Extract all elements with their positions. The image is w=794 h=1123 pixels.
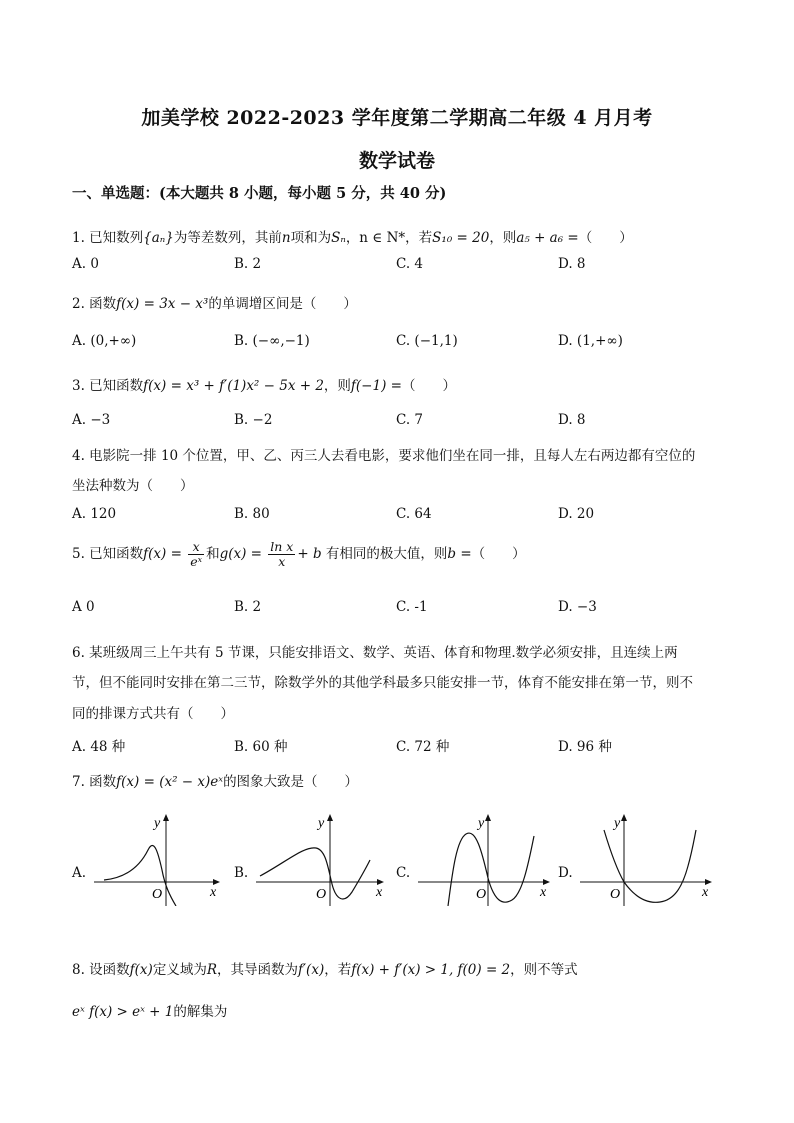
question-4-line-2: 坐法种数为（ ） [72, 478, 194, 494]
q1-option-b[interactable]: B. 2 [234, 256, 262, 272]
y-axis-arrow [327, 814, 333, 821]
axis-y-label: y [318, 816, 325, 831]
q3-option-b[interactable]: B. −2 [234, 412, 273, 428]
origin-label: O [610, 887, 621, 902]
axis-y-label: y [154, 816, 161, 831]
q5-option-c[interactable]: C. -1 [396, 599, 428, 615]
q6-option-c[interactable]: C. 72 种 [396, 739, 450, 755]
q7-option-c[interactable]: C. [396, 865, 411, 881]
q7-option-d[interactable]: D. [558, 865, 573, 881]
origin-label: O [476, 887, 487, 902]
question-6-line-3: 同的排课方式共有（ ） [72, 706, 234, 722]
q5-option-b[interactable]: B. 2 [234, 599, 262, 615]
q4-option-d[interactable]: D. 20 [558, 506, 595, 522]
q7-option-a[interactable]: A. [72, 865, 87, 881]
q1-option-c[interactable]: C. 4 [396, 256, 424, 272]
q2-option-a[interactable]: A. (0,+∞) [72, 333, 137, 349]
fraction-x-over-ex: $\frac{x}{\text{eˣ}}$ [190, 539, 203, 569]
q3-option-d[interactable]: D. 8 [558, 412, 586, 428]
q3-option-c[interactable]: C. 7 [396, 412, 424, 428]
question-8-line-1: 8. 设函数f(x)定义域为R，其导函数为f′(x)，若f(x) + f′(x) > 1, f(0) = 2，则不等式 [72, 962, 578, 978]
section-heading: 一、单选题：(本大题共 8 小题，每小题 5 分，共 40 分) [72, 185, 447, 202]
graph-a [94, 806, 224, 906]
graph-d [580, 806, 716, 906]
graph-b [256, 806, 388, 906]
curve [104, 846, 176, 906]
fraction-lnx-over-x: $\frac{\text{ln x}}{x}$ [270, 539, 294, 569]
q5-option-a[interactable]: A 0 [72, 599, 95, 615]
question-6-line-1: 6. 某班级周三上午共有 5 节课，只能安排语文、数学、英语、体育和物理.数学必须安排，且连续上两 [72, 645, 678, 661]
q2-option-c[interactable]: C. (−1,1) [396, 333, 458, 349]
q4-option-c[interactable]: C. 64 [396, 506, 432, 522]
y-axis-arrow [621, 814, 627, 821]
exam-subtitle: 数学试卷 [358, 150, 435, 172]
question-5: 5. 已知函数f(x) = $\frac{x}{\text{eˣ}}$ 和g(x) = $\frac{\text{ln x}}{x}$ + b 有相同的极大值，则b =（ ） [72, 539, 526, 569]
curve [448, 833, 534, 906]
y-axis-arrow [485, 814, 491, 821]
exam-title: 加美学校 2022-2023 学年度第二学期高二年级 4 月月考 [141, 107, 653, 129]
q3-option-a[interactable]: A. −3 [72, 412, 111, 428]
q2-option-b[interactable]: B. (−∞,−1) [234, 333, 310, 349]
axis-x-label: x [540, 885, 547, 900]
question-7: 7. 函数f(x) = (x² − x)eˣ的图象大致是（ ） [72, 774, 359, 790]
question-8-line-2: eˣ f(x) > eˣ + 1的解集为 [72, 1004, 228, 1020]
q6-option-b[interactable]: B. 60 种 [234, 739, 288, 755]
q6-option-d[interactable]: D. 96 种 [558, 739, 612, 755]
axis-x-label: x [376, 885, 383, 900]
axis-y-label: y [614, 816, 621, 831]
axis-x-label: x [210, 885, 217, 900]
curve [260, 848, 370, 899]
question-4-line-1: 4. 电影院一排 10 个位置，甲、乙、丙三人去看电影，要求他们坐在同一排，且每人左右两边都有空位的 [72, 448, 696, 464]
axis-y-label: y [478, 816, 485, 831]
question-2: 2. 函数f(x) = 3x − x³的单调增区间是（ ） [72, 296, 357, 312]
question-3: 3. 已知函数f(x) = x³ + f′(1)x² − 5x + 2，则f(−1) =（ ） [72, 378, 456, 394]
axis-x-label: x [702, 885, 709, 900]
graph-c [418, 806, 554, 906]
question-6-line-2: 节，但不能同时安排在第二三节，除数学外的其他学科最多只能安排一节，体育不能安排在第一节，则不 [72, 675, 693, 691]
origin-label: O [316, 887, 327, 902]
q5-option-d[interactable]: D. −3 [558, 599, 597, 615]
origin-label: O [152, 887, 163, 902]
question-1: 1. 已知数列{aₙ}为等差数列，其前n项和为Sₙ，n ∈ N*，若S₁₀ = 20，则a₅ + a₆ =（ ） [72, 230, 633, 246]
q2-option-d[interactable]: D. (1,+∞) [558, 333, 623, 349]
y-axis-arrow [163, 814, 169, 821]
q1-option-a[interactable]: A. 0 [72, 256, 99, 272]
q7-option-b[interactable]: B. [234, 865, 249, 881]
q4-option-a[interactable]: A. 120 [72, 506, 117, 522]
q1-option-d[interactable]: D. 8 [558, 256, 586, 272]
q4-option-b[interactable]: B. 80 [234, 506, 270, 522]
q6-option-a[interactable]: A. 48 种 [72, 739, 126, 755]
